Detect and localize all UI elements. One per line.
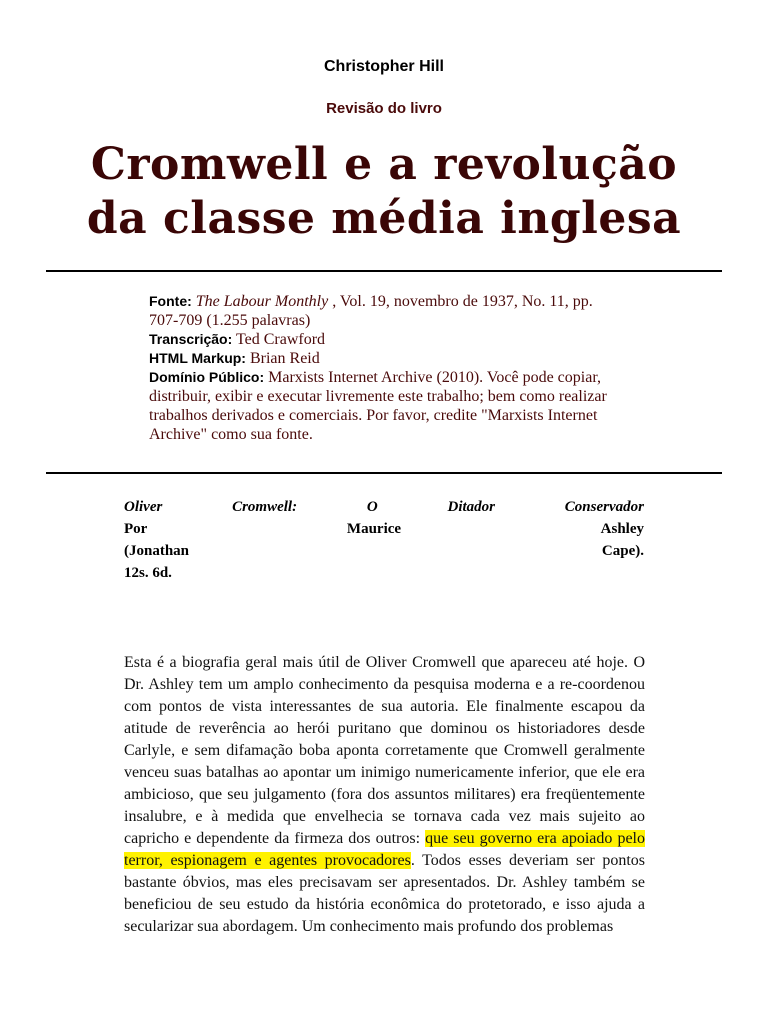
title-line-2: da classe média inglesa bbox=[86, 193, 682, 244]
book-word: Ditador bbox=[447, 499, 495, 515]
markup-line bbox=[149, 349, 619, 368]
source-journal: The Labour Monthly bbox=[195, 293, 329, 310]
book-word: Cromwell: bbox=[232, 499, 298, 515]
public-domain-label: Domínio Público: bbox=[149, 369, 265, 385]
book-word: (Jonathan bbox=[124, 543, 190, 559]
book-word: Cape). bbox=[601, 543, 644, 559]
book-author-row bbox=[124, 518, 644, 540]
highlighted-text: que seu governo era apoiado pelo terror, espionagem e agentes provocadores bbox=[124, 830, 645, 869]
title-line-1: Cromwell e a revolução bbox=[90, 139, 678, 190]
body-text: Esta é a biografia geral mais útil de Oliver Cromwell que apareceu até hoje. O Dr. Ashley tem um amplo conhecimento da pesquisa moderna e a re-coordenou com pontos de vista interessantes de sua autoria. Ele finalmente escapou da atitude de reverência ao herói puritano que dominou os historiadores desde Carlyle, e sem difamação boba aponta corretamente que Cromwell geralmente venceu suas batalhas ao apontar um inimigo numericamente inferior, que ele era ambicioso, que seu julgamento (fora dos assuntos militares) era freqüentemente insalubre, e à medida que envelhecia se tornava cada vez mais sujeito ao capricho e dependente da firmeza dos outros: bbox=[124, 654, 645, 847]
book-price: 12s. 6d. bbox=[124, 565, 172, 581]
divider-top bbox=[46, 270, 722, 272]
book-word: Oliver bbox=[124, 499, 163, 515]
divider-bottom bbox=[46, 472, 722, 474]
markup-value: Brian Reid bbox=[245, 350, 320, 367]
source-label: Fonte: bbox=[149, 293, 192, 309]
review-body bbox=[124, 652, 645, 938]
source-line bbox=[149, 292, 619, 330]
book-word: Conservador bbox=[564, 499, 644, 515]
body-text-continued: . Todos esses deveriam ser pontos bastante óbvios, mas eles precisavam ser apresentados. Dr. Ashley também se beneficiou de seu estudo da história econômica do protetorado, e isso ajuda a secularizar sua abordagem. Um conhecimento mais profundo dos problemas bbox=[124, 852, 646, 935]
source-details: , Vol. 19, novembro de 1937, No. 11, pp. 707-709 (1.255 palavras) bbox=[149, 293, 593, 329]
page-title bbox=[0, 138, 768, 246]
author-name: Christopher Hill bbox=[323, 58, 444, 75]
book-citation bbox=[124, 496, 644, 584]
book-word: Ashley bbox=[600, 521, 644, 537]
book-word: Por bbox=[124, 521, 148, 537]
markup-label: HTML Markup: bbox=[149, 350, 246, 366]
book-word: Maurice bbox=[346, 521, 402, 537]
transcription-label: Transcrição: bbox=[149, 331, 233, 347]
public-domain-line bbox=[149, 368, 619, 444]
document-subtitle: Revisão do livro bbox=[326, 100, 442, 117]
transcription-line bbox=[149, 330, 619, 349]
book-title-row bbox=[124, 496, 644, 518]
source-info bbox=[149, 292, 619, 444]
book-publisher-row bbox=[124, 540, 644, 562]
book-word: O bbox=[366, 499, 378, 515]
book-price-row bbox=[124, 562, 644, 584]
transcription-value: Ted Crawford bbox=[232, 331, 326, 348]
public-domain-value: Marxists Internet Archive (2010). Você pode copiar, distribuir, exibir e executar livremente este trabalho; bem como realizar trabalhos derivados e comerciais. Por favor, credite "Marxists Internet Archive" como sua fonte. bbox=[149, 369, 607, 443]
